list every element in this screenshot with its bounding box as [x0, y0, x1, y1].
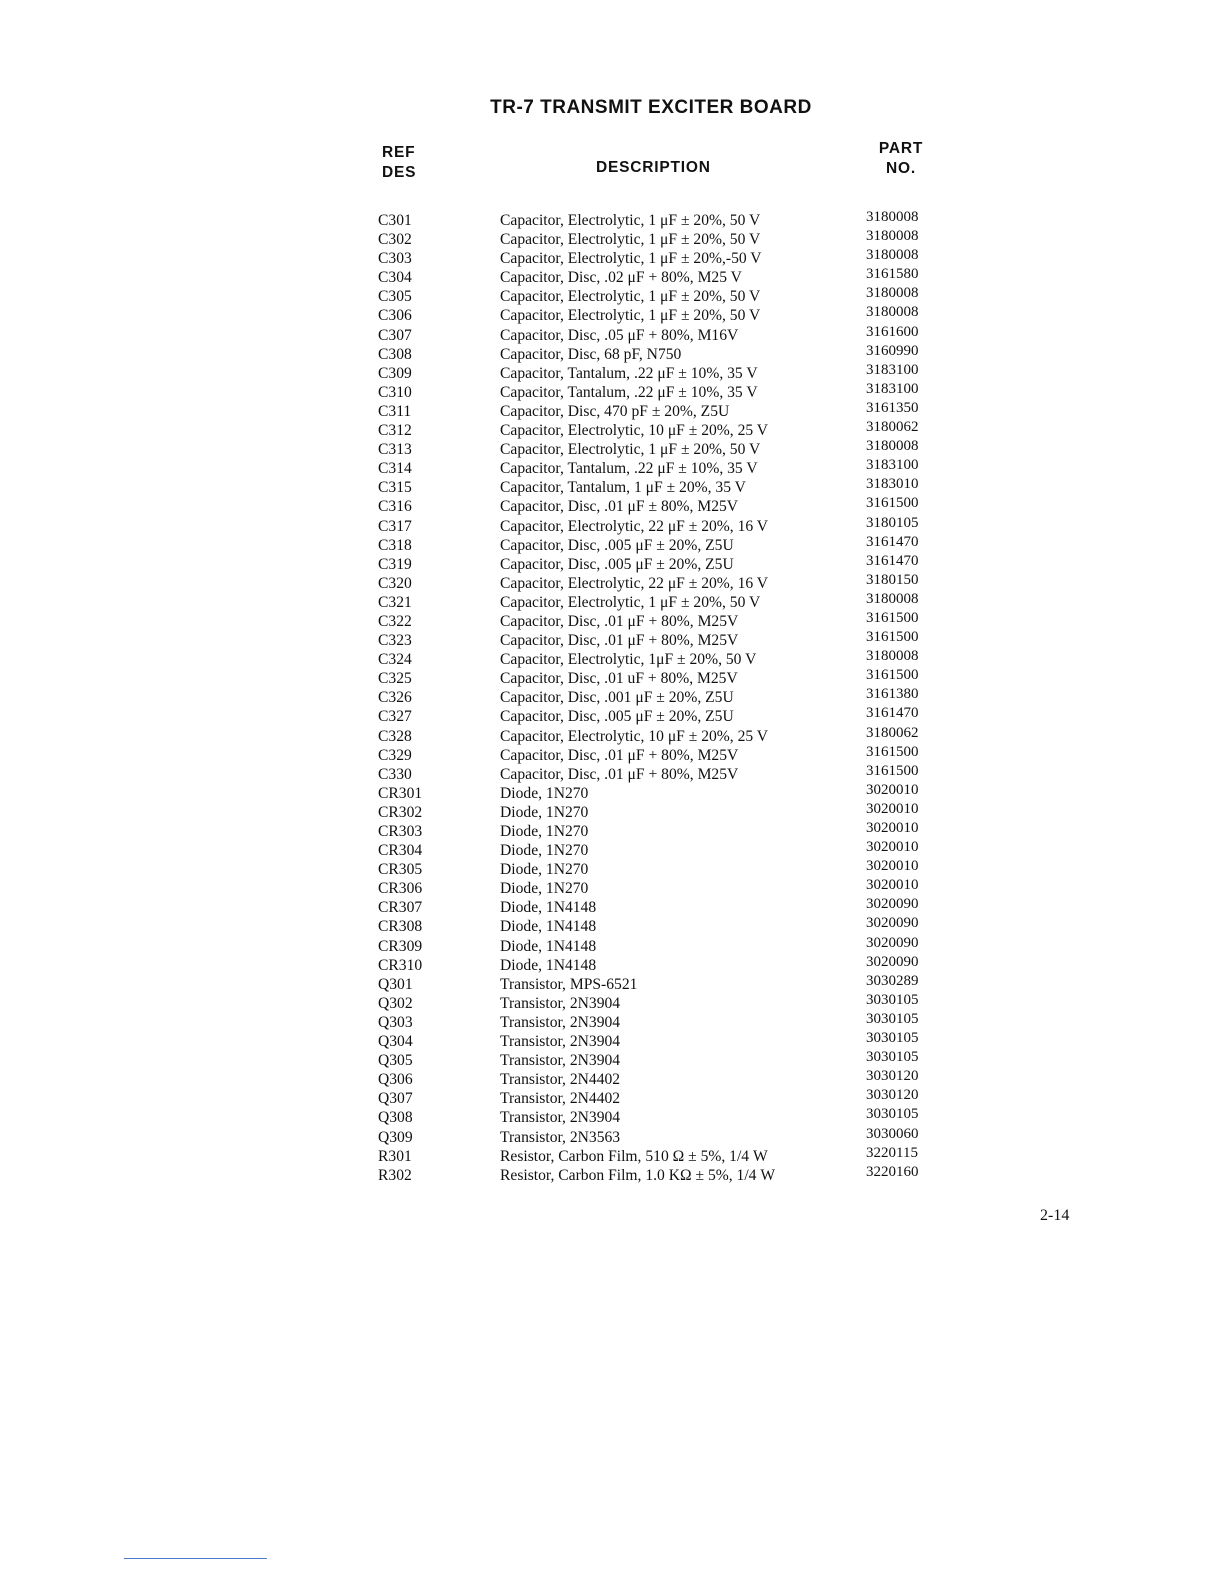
part-number: 3180105 — [866, 514, 919, 531]
part-number: 3030105 — [866, 1049, 919, 1066]
ref-des: CR302 — [378, 803, 423, 821]
ref-des: C303 — [378, 250, 412, 268]
ref-des: C317 — [378, 517, 412, 535]
part-number: 3161470 — [866, 533, 919, 550]
part-number: 3180062 — [866, 724, 919, 741]
part-number: 3180062 — [866, 419, 919, 436]
part-description: Capacitor, Electrolytic, 1 μF ± 20%, 50 V — [500, 307, 761, 325]
part-description: Capacitor, Disc, .01 uF + 80%, M25V — [500, 670, 738, 688]
page-number: 2-14 — [1040, 1207, 1070, 1224]
part-description: Capacitor, Disc, .01 μF + 80%, M25V — [500, 632, 739, 650]
part-number: 3161380 — [866, 686, 919, 703]
ref-des: C307 — [378, 326, 412, 344]
part-number: 3161350 — [866, 399, 919, 416]
part-number: 3180008 — [866, 209, 919, 225]
ref-des: Q307 — [378, 1090, 413, 1108]
ref-des: Q302 — [378, 994, 413, 1012]
part-number: 3161500 — [866, 743, 919, 760]
part-number: 3020090 — [866, 953, 919, 970]
page-title: TR-7 TRANSMIT EXCITER BOARD — [490, 97, 812, 118]
part-number: 3183100 — [866, 361, 919, 378]
part-number: 3180008 — [866, 438, 919, 455]
ref-des: C324 — [378, 651, 412, 669]
part-number: 3030105 — [866, 1106, 919, 1123]
ref-des: C301 — [378, 212, 412, 229]
part-description: Capacitor, Electrolytic, 10 μF ± 20%, 25 V — [500, 422, 769, 440]
ref-des: CR301 — [378, 784, 423, 802]
part-description: Capacitor, Electrolytic, 1 μF ± 20%,-50 V — [500, 250, 762, 268]
part-description: Capacitor, Electrolytic, 1 μF ± 20%, 50 V — [500, 593, 761, 611]
part-description: Capacitor, Electrolytic, 1 μF ± 20%, 50 V — [500, 212, 761, 229]
part-description: Capacitor, Tantalum, 1 μF ± 20%, 35 V — [500, 479, 746, 497]
part-description: Transistor, 2N3563 — [500, 1128, 621, 1146]
part-description: Capacitor, Disc, .001 μF ± 20%, Z5U — [500, 689, 734, 707]
part-number: 3030060 — [866, 1125, 919, 1142]
ref-des: C327 — [378, 708, 412, 726]
part-header-line2: NO. — [886, 160, 916, 177]
bottom-rule — [124, 1558, 267, 1559]
part-number: 3020010 — [866, 820, 919, 836]
part-description: Capacitor, Disc, .005 μF ± 20%, Z5U — [500, 555, 734, 573]
part-number: 3161500 — [866, 495, 919, 512]
ref-des: C325 — [378, 670, 412, 688]
part-number: 3220115 — [866, 1144, 918, 1161]
part-number: 3220160 — [866, 1163, 919, 1180]
part-description: Transistor, 2N3904 — [500, 994, 621, 1012]
part-number: 3020010 — [866, 839, 919, 856]
part-number: 3020010 — [866, 800, 919, 817]
ref-des: C318 — [378, 536, 412, 554]
ref-des: C326 — [378, 689, 412, 707]
part-description: Diode, 1N270 — [500, 842, 589, 860]
part-number: 3161470 — [866, 705, 919, 722]
part-description: Diode, 1N4148 — [500, 918, 597, 936]
part-description: Capacitor, Electrolytic, 22 μF ± 20%, 16 V — [500, 574, 769, 592]
ref-des: C310 — [378, 383, 412, 401]
part-number: 3180150 — [866, 571, 919, 588]
part-description: Capacitor, Disc, .01 μF + 80%, M25V — [500, 765, 739, 783]
part-number: 3161500 — [866, 667, 919, 684]
ref-des: CR305 — [378, 861, 423, 879]
ref-des: CR309 — [378, 937, 423, 955]
ref-des: R302 — [378, 1166, 412, 1184]
part-number: 3161580 — [866, 266, 919, 283]
part-description: Resistor, Carbon Film, 510 Ω ± 5%, 1/4 W — [500, 1147, 768, 1165]
part-number: 3160990 — [866, 342, 919, 359]
part-number: 3180008 — [866, 590, 919, 607]
ref-des: C302 — [378, 231, 412, 249]
part-number: 3161500 — [866, 609, 919, 626]
part-number: 3020010 — [866, 858, 919, 875]
ref-des: C313 — [378, 441, 412, 459]
ref-des: C312 — [378, 422, 412, 440]
part-number: 3180008 — [866, 285, 919, 302]
part-description: Capacitor, Electrolytic, 1 μF ± 20%, 50 V — [500, 441, 761, 459]
part-description: Capacitor, Electrolytic, 1 μF ± 20%, 50 V — [500, 288, 761, 306]
part-number: 3161470 — [866, 552, 919, 569]
part-description: Diode, 1N270 — [500, 784, 589, 802]
part-description: Diode, 1N4148 — [500, 899, 597, 917]
ref-header-line1: REF — [382, 144, 416, 161]
part-description: Diode, 1N4148 — [500, 956, 597, 974]
ref-des: Q306 — [378, 1071, 413, 1089]
ref-des: C328 — [378, 727, 412, 745]
part-description: Transistor, MPS-6521 — [500, 975, 638, 993]
part-number: 3180008 — [866, 228, 919, 245]
ref-des: CR307 — [378, 899, 423, 917]
ref-des: CR308 — [378, 918, 423, 936]
part-number: 3183100 — [866, 457, 919, 474]
part-description: Capacitor, Tantalum, .22 μF ± 10%, 35 V — [500, 460, 758, 478]
part-description: Diode, 1N270 — [500, 861, 589, 879]
part-number: 3020090 — [866, 934, 919, 951]
part-description: Capacitor, Disc, .01 μF ± 80%, M25V — [500, 498, 739, 516]
part-number: 3030105 — [866, 1030, 919, 1047]
ref-des: CR310 — [378, 956, 423, 974]
ref-des: C308 — [378, 345, 412, 363]
part-description: Capacitor, Tantalum, .22 μF ± 10%, 35 V — [500, 383, 758, 401]
ref-des: C309 — [378, 364, 412, 382]
part-description: Capacitor, Electrolytic, 22 μF ± 20%, 16 V — [500, 517, 769, 535]
ref-des: C319 — [378, 555, 412, 573]
ref-des: C322 — [378, 612, 412, 630]
ref-des: C321 — [378, 593, 412, 611]
ref-des: R301 — [378, 1147, 412, 1165]
part-description: Capacitor, Electrolytic, 1 μF ± 20%, 50 V — [500, 231, 761, 249]
part-number: 3030120 — [866, 1087, 919, 1104]
ref-des: Q301 — [378, 975, 413, 993]
ref-des: C304 — [378, 269, 412, 287]
part-description: Capacitor, Disc, 470 pF ± 20%, Z5U — [500, 402, 730, 420]
ref-des: C320 — [378, 574, 412, 592]
ref-des: C311 — [378, 402, 412, 420]
part-number: 3180008 — [866, 648, 919, 665]
part-description: Transistor, 2N3904 — [500, 1109, 621, 1127]
ref-header-line2: DES — [382, 164, 417, 181]
part-description: Transistor, 2N4402 — [500, 1071, 621, 1089]
part-number: 3020090 — [866, 915, 919, 932]
part-number: 3020010 — [866, 781, 919, 798]
part-description: Capacitor, Electrolytic, 1μF ± 20%, 50 V — [500, 651, 757, 669]
part-description: Capacitor, Disc, .02 μF + 80%, M25 V — [500, 269, 742, 287]
ref-des: C329 — [378, 746, 412, 764]
part-number: 3183010 — [866, 476, 919, 493]
part-description: Capacitor, Disc, .05 μF + 80%, M16V — [500, 326, 739, 344]
ref-des: Q303 — [378, 1013, 413, 1031]
part-description: Capacitor, Tantalum, .22 μF ± 10%, 35 V — [500, 364, 758, 382]
part-number: 3030105 — [866, 1010, 919, 1027]
part-no-header — [868, 139, 934, 179]
part-description: Capacitor, Disc, .01 μF + 80%, M25V — [500, 612, 739, 630]
part-description: Transistor, 2N4402 — [500, 1090, 621, 1108]
ref-des: C314 — [378, 460, 412, 478]
part-number: 3161500 — [866, 762, 919, 779]
part-description: Diode, 1N270 — [500, 803, 589, 821]
part-number: 3180008 — [866, 304, 919, 321]
part-description: Diode, 1N4148 — [500, 937, 597, 955]
part-description: Transistor, 2N3904 — [500, 1013, 621, 1031]
part-description: Diode, 1N270 — [500, 823, 589, 840]
part-number: 3180008 — [866, 247, 919, 264]
ref-des: Q305 — [378, 1052, 413, 1070]
part-description: Transistor, 2N3904 — [500, 1052, 621, 1070]
part-row — [378, 1163, 958, 1185]
part-number: 3161500 — [866, 629, 919, 646]
part-description: Capacitor, Disc, .01 μF + 80%, M25V — [500, 746, 739, 764]
part-description: Capacitor, Electrolytic, 10 μF ± 20%, 25 V — [500, 727, 769, 745]
ref-des: CR304 — [378, 842, 423, 860]
part-number: 3020090 — [866, 896, 919, 913]
part-description: Transistor, 2N3904 — [500, 1033, 621, 1051]
ref-des: CR306 — [378, 880, 423, 898]
part-description: Diode, 1N270 — [500, 880, 589, 898]
part-description: Capacitor, Disc, 68 pF, N750 — [500, 345, 682, 363]
part-description: Capacitor, Disc, .005 μF ± 20%, Z5U — [500, 708, 734, 726]
ref-des: C306 — [378, 307, 412, 325]
ref-des: C330 — [378, 765, 412, 783]
part-number: 3020010 — [866, 877, 919, 894]
part-number: 3030120 — [866, 1068, 919, 1085]
ref-des: Q308 — [378, 1109, 413, 1127]
ref-des: C315 — [378, 479, 412, 497]
ref-des: Q309 — [378, 1128, 413, 1146]
part-description: Capacitor, Disc, .005 μF ± 20%, Z5U — [500, 536, 734, 554]
part-number: 3161600 — [866, 323, 919, 340]
part-description: Resistor, Carbon Film, 1.0 KΩ ± 5%, 1/4 W — [500, 1166, 776, 1184]
parts-list — [378, 211, 958, 1185]
part-number: 3030105 — [866, 991, 919, 1008]
part-number: 3183100 — [866, 380, 919, 397]
ref-des: C323 — [378, 632, 412, 650]
ref-des: C305 — [378, 288, 412, 306]
ref-des: CR303 — [378, 823, 423, 840]
part-header-line1: PART — [878, 140, 924, 157]
description-header: DESCRIPTION — [596, 159, 711, 176]
part-number: 3030289 — [866, 972, 919, 989]
ref-des: C316 — [378, 498, 412, 516]
ref-des: Q304 — [378, 1033, 413, 1051]
ref-des-header — [382, 143, 416, 183]
